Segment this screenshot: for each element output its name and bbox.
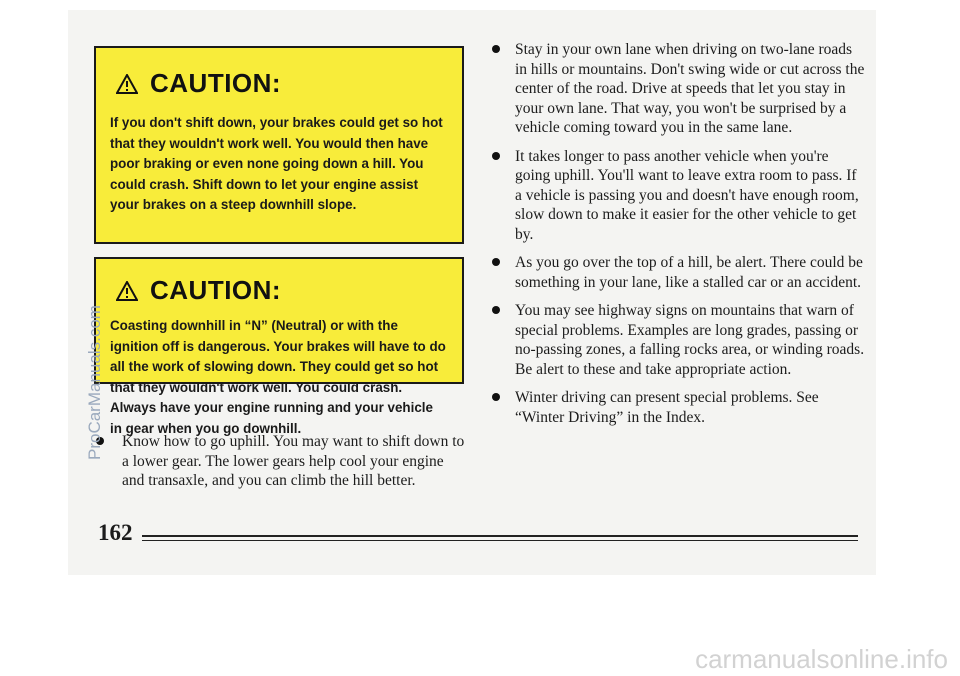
list-item <box>96 432 466 491</box>
bottom-watermark: carmanualsonline.info <box>695 644 948 674</box>
caution-header <box>116 275 448 306</box>
left-bullet-list <box>96 432 466 500</box>
bullet-dot-icon <box>492 393 500 401</box>
list-item <box>492 301 867 379</box>
bullet-text: You may see highway signs on mountains that warn of special problems. Examples are long grades, passing or no-passing zones, a falling rocks area, or winding roads. Be alert to these and take appropriate action. <box>515 302 865 378</box>
warning-triangle-icon <box>116 281 138 301</box>
bullet-text: Stay in your own lane when driving on two-lane roads in hills or mountains. Don't swing wide or cut across the center of the road. Drive at speeds that let you stay in your own lane. That way, you won't be surprised by a vehicle coming toward you in the same lane. <box>515 41 865 136</box>
bullet-text: Know how to go uphill. You may want to shift down to a lower gear. The lower gears help cool your engine and transaxle, and you can climb the hill better. <box>122 433 465 489</box>
bullet-dot-icon <box>492 258 500 266</box>
footer-rule <box>142 535 858 537</box>
list-item <box>492 40 867 138</box>
caution-box-coasting <box>94 257 464 436</box>
caution-text: Coasting downhill in “N” (Neutral) or with the ignition off is dangerous. Your brakes will have to do all the work of slowing down. They could get so hot that they wouldn't work well. You could crash. Always have your engine running and your vehicle in gear when you go downhill. <box>110 318 446 436</box>
caution-header <box>116 68 448 99</box>
list-item <box>492 253 867 292</box>
warning-triangle-icon <box>116 74 138 94</box>
footer-rule-thin <box>142 540 858 541</box>
bullet-dot-icon <box>492 45 500 53</box>
caution-title: CAUTION: <box>150 275 282 305</box>
caution-title: CAUTION: <box>150 68 282 98</box>
page-number: 162 <box>98 520 133 545</box>
bullet-text: It takes longer to pass another vehicle when you're going uphill. You'll want to leave extra room to pass. If a vehicle is passing you and doesn't have enough room, slow down to make it easier for the other vehicle to get by. <box>515 147 859 243</box>
bullet-dot-icon <box>492 152 500 160</box>
list-item <box>492 388 867 427</box>
bullet-text: Winter driving can present special problems. See “Winter Driving” in the Index. <box>515 389 819 426</box>
page-footer <box>98 520 858 550</box>
right-bullet-list <box>492 40 867 436</box>
caution-box-shift-down <box>94 46 464 244</box>
side-watermark: ProCarManuals.com <box>85 305 104 460</box>
list-item <box>492 147 867 245</box>
caution-text: If you don't shift down, your brakes could get so hot that they wouldn't work well. You would then have poor braking or even none going down a hill. You could crash. Shift down to let your engine assist your brakes on a steep downhill slope. <box>110 115 443 212</box>
bullet-text: As you go over the top of a hill, be alert. There could be something in your lane, like a stalled car or an accident. <box>515 254 863 291</box>
bullet-dot-icon <box>492 306 500 314</box>
